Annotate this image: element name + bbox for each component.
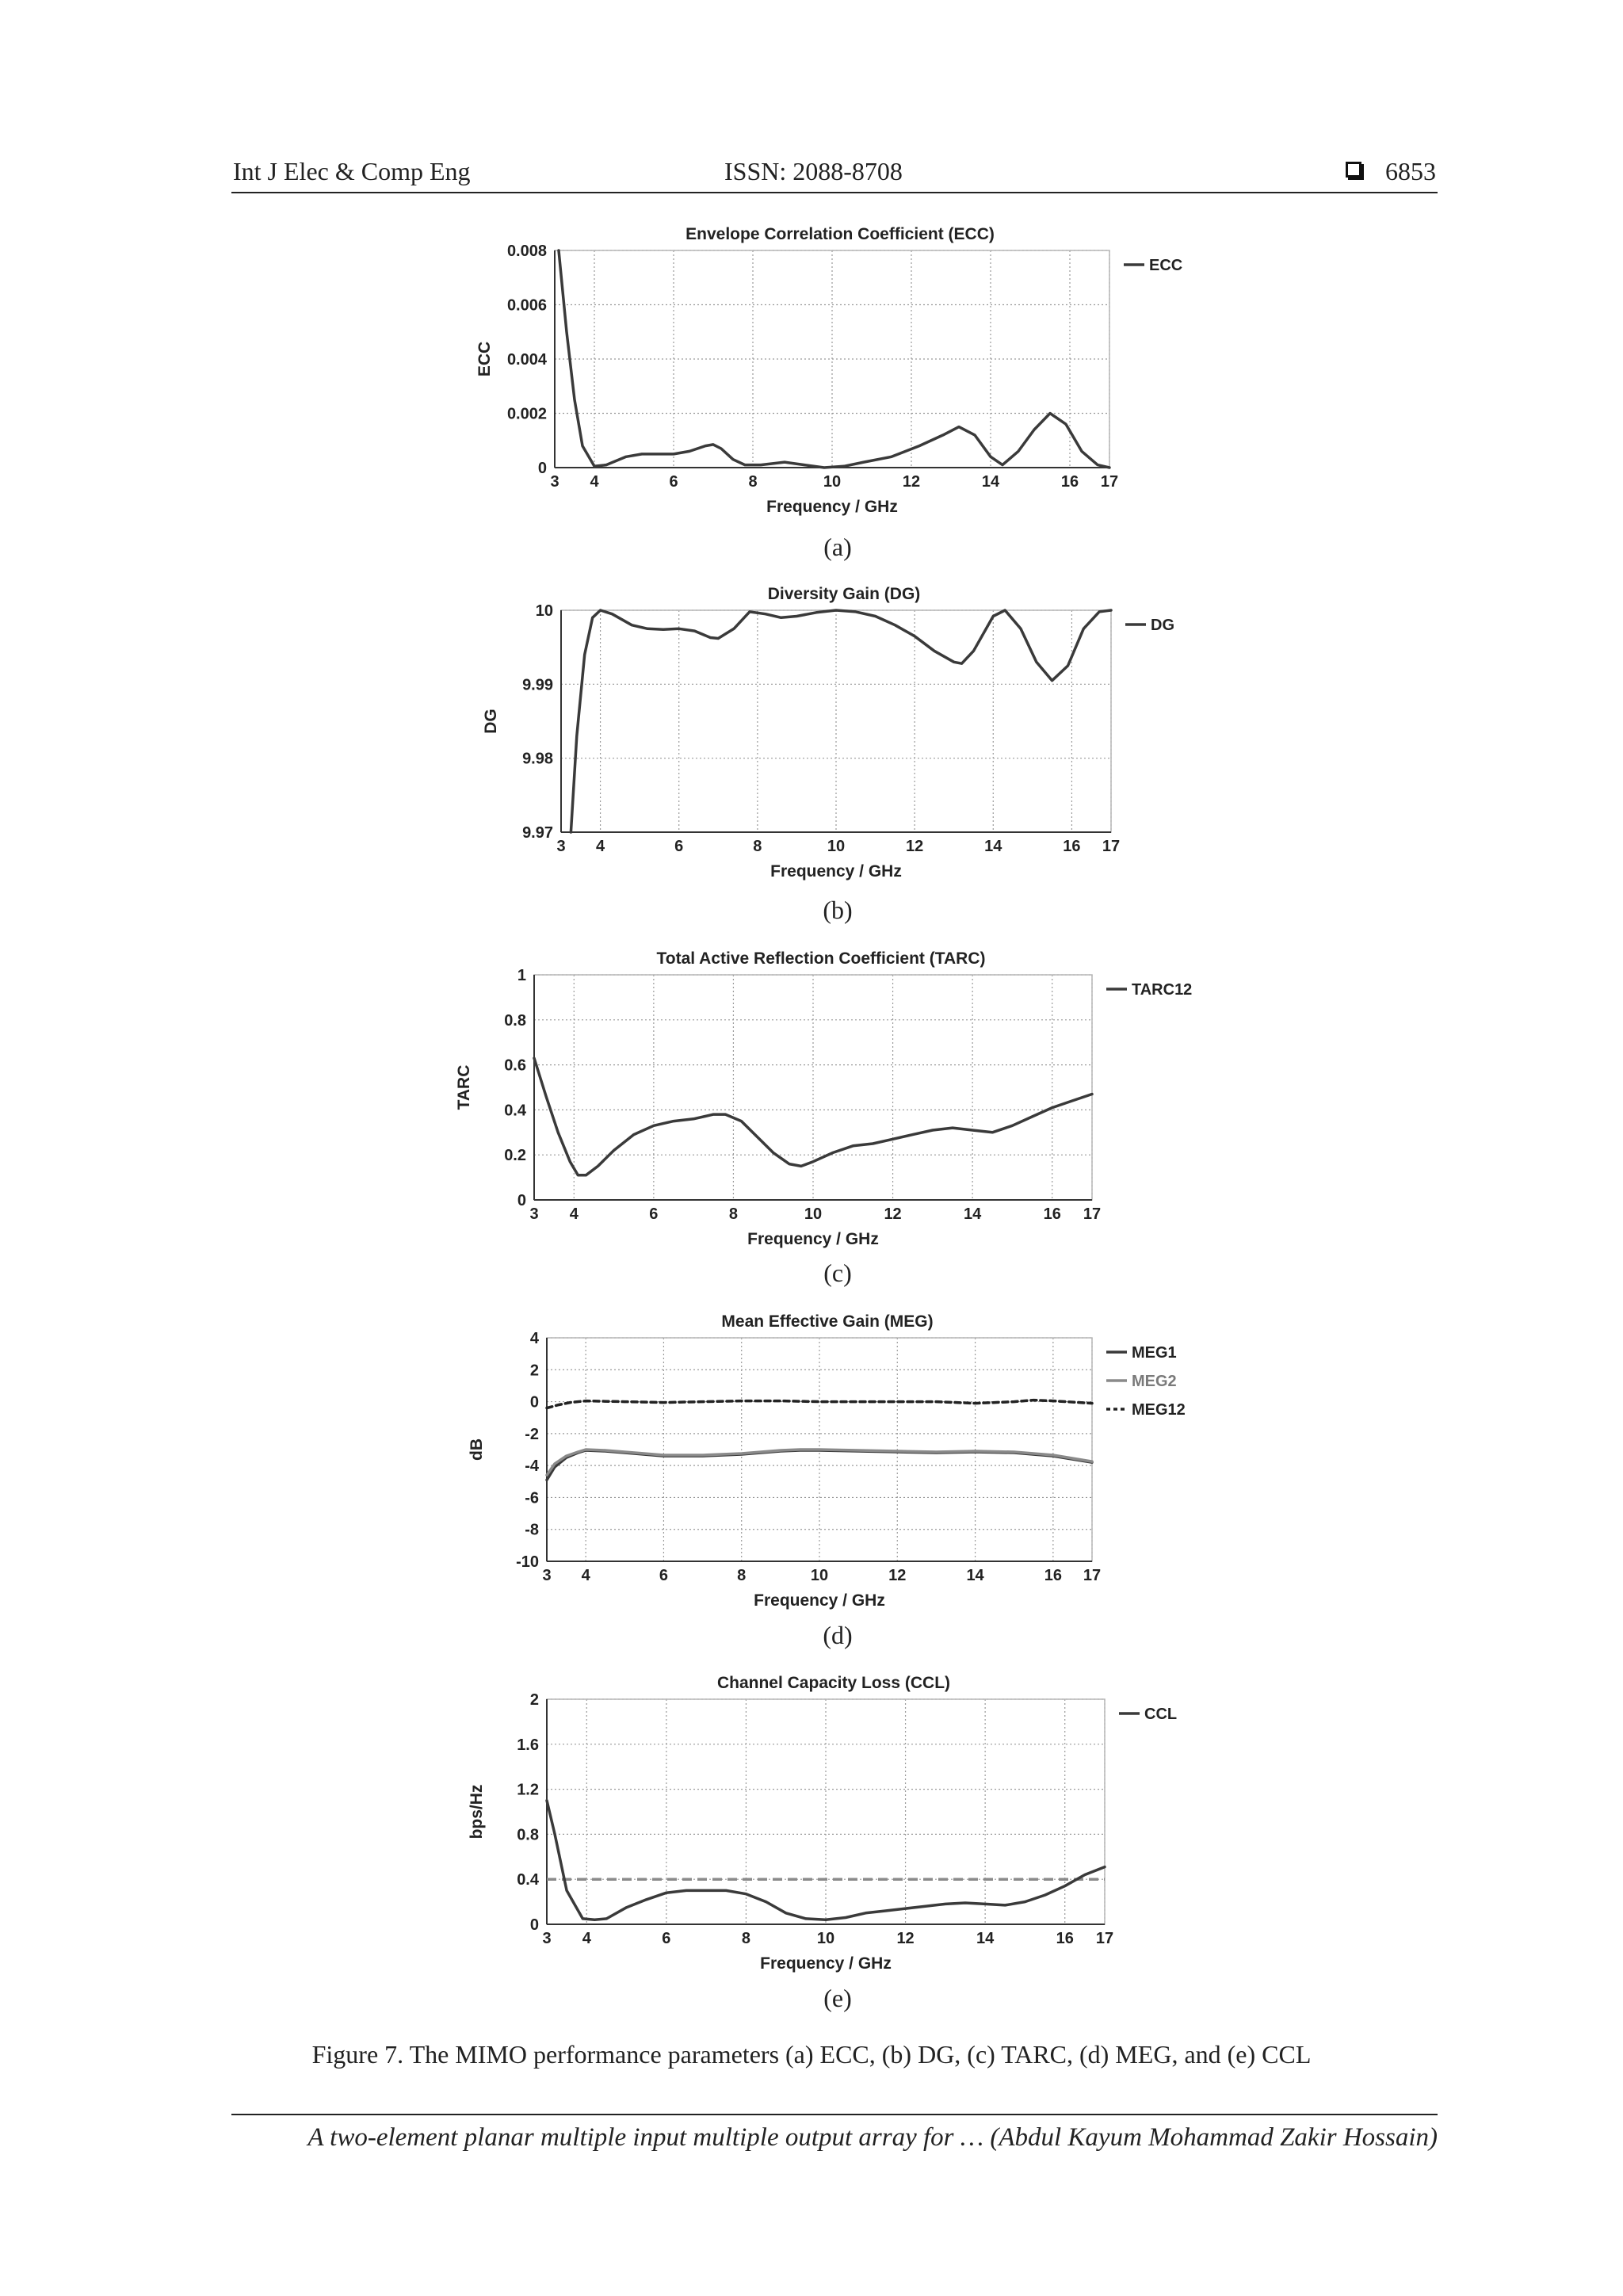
x-tick-label: 12: [888, 1567, 907, 1584]
x-tick-label: 16: [1060, 473, 1079, 491]
y-tick-label: 0.006: [506, 296, 547, 315]
x-tick-label: 6: [662, 1930, 671, 1947]
x-tick-label: 3: [550, 473, 559, 491]
y-tick-label: 0.002: [506, 405, 547, 423]
y-tick-label: -10: [516, 1553, 539, 1571]
x-tick-label: 16: [1044, 1567, 1062, 1584]
y-tick-label: 0.004: [506, 351, 547, 369]
x-axis-label: Frequency / GHz: [770, 862, 902, 881]
x-tick-label: 14: [981, 473, 1000, 491]
x-tick-label: 3: [542, 1930, 552, 1947]
y-tick-label: -4: [525, 1457, 539, 1476]
x-tick-label: 10: [823, 473, 842, 491]
y-tick-label: 0: [529, 1393, 539, 1412]
chart-title: Envelope Correlation Coefficient (ECC): [685, 225, 995, 243]
subfigure-label-c: (c): [823, 1259, 852, 1287]
meg-chart: [444, 1303, 1236, 1628]
journal-name: Int J Elec & Comp Eng: [233, 157, 471, 185]
x-tick-label: 10: [810, 1567, 829, 1584]
subfigure-label-d: (d): [823, 1621, 853, 1649]
legend-label: DG: [1151, 617, 1174, 634]
x-tick-label: 12: [902, 473, 921, 491]
x-tick-label: 4: [596, 838, 605, 855]
x-tick-label: 17: [1100, 473, 1119, 491]
issn: ISSN: 2088-8708: [724, 157, 903, 185]
y-tick-label: 0.4: [517, 1871, 539, 1889]
y-tick-label: -8: [525, 1521, 539, 1539]
y-tick-label: -2: [525, 1425, 539, 1443]
ecc-chart: [444, 214, 1236, 539]
square-bullet-icon: [1346, 162, 1361, 178]
x-tick-label: 16: [1063, 838, 1081, 855]
x-tick-label: 10: [816, 1930, 835, 1947]
x-tick-label: 8: [753, 838, 762, 855]
y-tick-label: 0.8: [504, 1011, 526, 1030]
legend-label: TARC12: [1132, 981, 1193, 999]
x-tick-label: 17: [1083, 1567, 1102, 1584]
x-axis-label: Frequency / GHz: [760, 1954, 892, 1973]
subfigure-label-a: (a): [823, 533, 852, 561]
subfigure-label-e: (e): [823, 1984, 852, 2012]
x-tick-label: 17: [1102, 838, 1121, 855]
y-axis-label: TARC: [455, 1064, 473, 1110]
y-tick-label: 1.6: [517, 1736, 539, 1754]
x-tick-label: 3: [529, 1205, 539, 1223]
x-tick-label: 14: [966, 1567, 984, 1584]
x-tick-label: 17: [1083, 1205, 1102, 1223]
dg-chart: [444, 577, 1236, 902]
x-tick-label: 12: [884, 1205, 902, 1223]
ccl-chart: [444, 1666, 1236, 1991]
x-tick-label: 8: [748, 473, 758, 491]
x-tick-label: 16: [1043, 1205, 1061, 1223]
x-tick-label: 17: [1095, 1930, 1114, 1947]
x-tick-label: 4: [582, 1930, 591, 1947]
y-axis-label: dB: [468, 1438, 486, 1461]
x-tick-label: 14: [964, 1205, 982, 1223]
x-tick-label: 12: [896, 1930, 915, 1947]
x-tick-label: 10: [804, 1205, 823, 1223]
x-tick-label: 4: [590, 473, 599, 491]
y-tick-label: 0: [529, 1916, 539, 1934]
y-tick-label: 0: [517, 1192, 526, 1209]
y-tick-label: 0.6: [504, 1056, 526, 1075]
y-tick-label: 2: [529, 1691, 539, 1709]
x-axis-label: Frequency / GHz: [754, 1591, 885, 1610]
y-tick-label: 9.99: [522, 676, 553, 694]
x-tick-label: 6: [649, 1205, 659, 1223]
x-tick-label: 8: [737, 1567, 747, 1584]
x-tick-label: 6: [659, 1567, 668, 1584]
tarc-chart: [444, 940, 1236, 1265]
legend-label: MEG12: [1132, 1401, 1186, 1419]
y-axis-label: DG: [482, 709, 500, 734]
y-axis-label: ECC: [475, 341, 494, 377]
chart-title: Channel Capacity Loss (CCL): [716, 1674, 951, 1692]
x-tick-label: 14: [984, 838, 1002, 855]
page-number: 6853: [1385, 157, 1436, 185]
legend-label: CCL: [1144, 1706, 1178, 1723]
page-header: [231, 152, 1438, 193]
y-tick-label: 0.2: [504, 1147, 526, 1165]
x-tick-label: 4: [581, 1567, 590, 1584]
x-tick-label: 3: [542, 1567, 552, 1584]
y-tick-label: 10: [535, 602, 553, 620]
y-tick-label: 0.8: [517, 1826, 539, 1844]
page-footer: A two-element planar multiple input multiple output array for … (Abdul Kayum Mohammad Zakir Hossain): [231, 2114, 1438, 2153]
x-tick-label: 6: [669, 473, 678, 491]
y-tick-label: 9.98: [522, 750, 553, 768]
x-axis-label: Frequency / GHz: [747, 1230, 879, 1248]
x-axis-label: Frequency / GHz: [766, 498, 898, 516]
x-tick-label: 4: [569, 1205, 579, 1223]
legend-label: MEG1: [1132, 1344, 1177, 1362]
y-tick-label: 4: [529, 1330, 539, 1347]
y-tick-label: 0: [537, 460, 547, 477]
series-line-dg: [571, 610, 1111, 832]
legend-label: ECC: [1149, 257, 1183, 274]
y-tick-label: 0.4: [504, 1102, 526, 1120]
figure-caption: Figure 7. The MIMO performance parameters (a) ECC, (b) DG, (c) TARC, (d) MEG, and (e) CCL: [311, 2040, 1312, 2069]
x-tick-label: 10: [827, 838, 846, 855]
x-tick-label: 14: [976, 1930, 995, 1947]
subfigure-label-b: (b): [823, 896, 853, 924]
y-axis-label: bps/Hz: [468, 1784, 486, 1839]
y-tick-label: 0.008: [506, 243, 547, 260]
y-tick-label: -6: [525, 1489, 539, 1507]
x-tick-label: 12: [906, 838, 924, 855]
chart-title: Total Active Reflection Coefficient (TARC): [656, 949, 986, 968]
x-tick-label: 16: [1056, 1930, 1074, 1947]
x-tick-label: 6: [674, 838, 684, 855]
x-tick-label: 8: [728, 1205, 738, 1223]
y-tick-label: 2: [529, 1362, 539, 1380]
y-tick-label: 1: [517, 967, 526, 984]
chart-title: Mean Effective Gain (MEG): [721, 1312, 934, 1331]
y-tick-label: 9.97: [522, 824, 553, 842]
chart-title: Diversity Gain (DG): [767, 585, 921, 603]
y-tick-label: 1.2: [517, 1781, 539, 1799]
legend-label: MEG2: [1132, 1373, 1177, 1390]
x-tick-label: 8: [741, 1930, 750, 1947]
x-tick-label: 3: [556, 838, 566, 855]
